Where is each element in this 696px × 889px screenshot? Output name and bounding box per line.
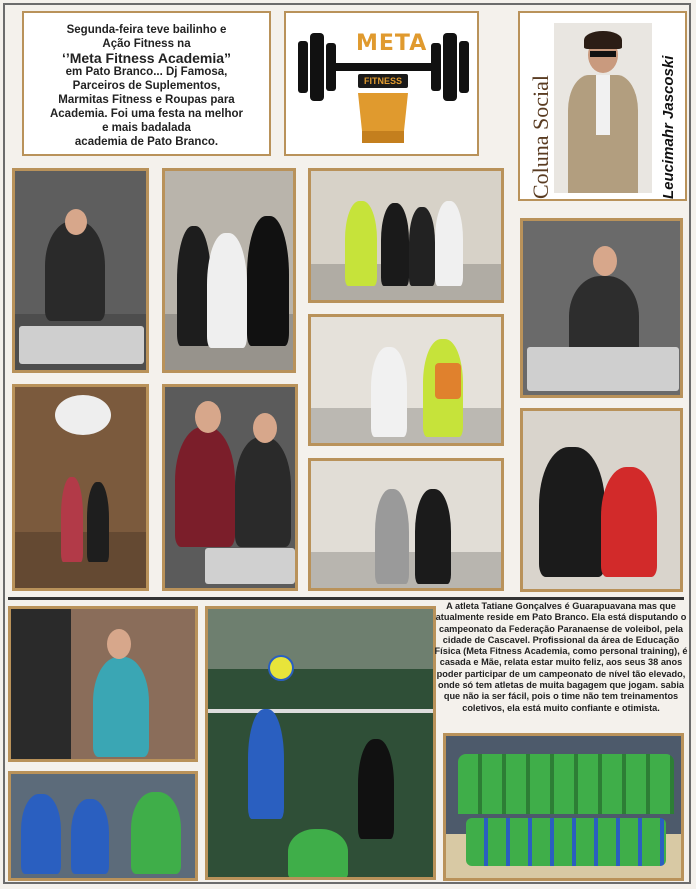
intro-line: Segunda-feira teve bailinho e	[66, 24, 227, 36]
logo-sub: FITNESS	[358, 74, 408, 88]
athlete-article: A atleta Tatiane Gonçalves é Guarapuavana mas que atualmente reside em Pato Branco. Ela está disputando o campeonato da Federação Paranaense de voleibol, pela cidade de Cascavel. Profissional da área de Educação Física (Meta Fitness Academia, como personal training), é casada e Mãe, relata estar muito feliz, aos seus 38 anos poder participar de um campeonato de nível tão elevado, onde só tem atletas de muita bagagem que jogam. sabia que não ia ser fácil, pois o time não tem treinamentos coletivos, ela está muito confiante e otimista.	[434, 601, 688, 713]
intro-line: Academia. Foi uma festa na melhor	[49, 108, 243, 120]
photo-two-men	[308, 458, 504, 591]
photo-dj-wave	[12, 168, 149, 373]
photo-supplements	[308, 314, 504, 446]
intro-line: em Pato Branco... Dj Famosa,	[65, 66, 228, 78]
photo-team-group	[443, 733, 684, 881]
column-title: Coluna Social	[528, 74, 553, 199]
photo-group-three	[162, 168, 296, 373]
intro-line: Marmitas Fitness e Roupas para	[58, 94, 235, 106]
photo-team-huddle	[8, 771, 198, 881]
photo-athlete-selfie	[8, 606, 198, 762]
meta-fitness-logo	[284, 11, 479, 156]
photo-dj-smile	[520, 218, 683, 398]
photo-hug	[520, 408, 683, 592]
photo-couple	[162, 384, 298, 591]
intro-line: Parceiros de Suplementos,	[72, 80, 221, 92]
column-header	[518, 11, 687, 201]
photo-store-corner	[12, 384, 149, 591]
author-photo	[554, 23, 652, 193]
section-divider	[8, 597, 684, 600]
photo-group-five	[308, 168, 504, 303]
intro-text-box	[22, 11, 271, 156]
intro-academy-name: ‘’Meta Fitness Academia”	[61, 50, 232, 66]
column-author: Leucimahr Jascoski	[660, 55, 677, 199]
intro-line: Ação Fitness na	[102, 38, 191, 50]
photo-volleyball-spike	[205, 606, 436, 880]
intro-line: academia de Pato Branco.	[74, 136, 219, 148]
logo-word: META	[356, 31, 428, 56]
intro-line: e mais badalada	[102, 122, 191, 134]
